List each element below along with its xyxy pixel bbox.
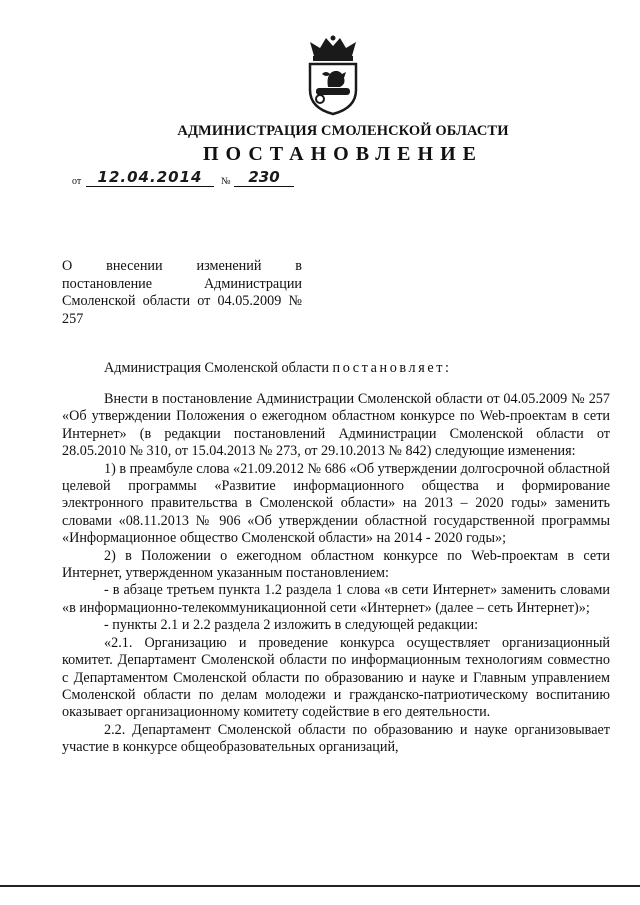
document-subject: О внесении изменений в постановление Администрации Смоленской области от 04.05.2009 № 257: [62, 258, 302, 327]
body-paragraph: 1) в преамбуле слова «21.09.2012 № 686 «Об утверждении долгосрочной областной целевой программы «Развитие информационного общества и формирование электронного правительства в Смоленской области» на 2013 – 2020 годы» заменить словами «08.11.2013 № 906 «Об утверждении областной государственной программы «Информационное общество Смоленской области» на 2014 - 2020 годы»;: [62, 460, 610, 547]
smolensk-coat-of-arms-emblem: [300, 34, 366, 116]
number-prefix-label: №: [221, 176, 231, 187]
organization-name: АДМИНИСТРАЦИЯ СМОЛЕНСКОЙ ОБЛАСТИ: [177, 123, 509, 139]
body-paragraph: 2.2. Департамент Смоленской области по образованию и науке организовывает участие в конкурсе общеобразовательных организаций,: [62, 721, 610, 756]
document-body: [62, 391, 610, 757]
date-prefix-label: от: [72, 176, 82, 187]
preamble-verb: постановляет:: [332, 360, 452, 376]
preamble: [104, 360, 604, 377]
body-paragraph: «2.1. Организацию и проведение конкурса осуществляет организационный комитет. Департамент Смоленской области по информационным технологиям совместно с Департаментом Смоленской области по образованию и науке и Главным управлением Смоленской области по делам молодежи и гражданско-патриотическому воспитанию оказывает организационному комитету содействие в его деятельности.: [62, 634, 610, 721]
body-paragraph: 2) в Положении о ежегодном областном конкурсе по Web-проектам в сети Интернет, утвержденном указанным постановлением:: [62, 547, 610, 582]
handwritten-date: 12.04.2014: [86, 168, 214, 187]
document-date-number-row: [72, 168, 312, 194]
body-paragraph: Внести в постановление Администрации Смоленской области от 04.05.2009 № 257 «Об утверждении Положения о ежегодном областном конкурсе по Web-проектам в сети Интернет» (в редакции постановлений Администрации Смоленской области от 28.05.2010 № 310, от 15.04.2013 № 273, от 29.10.2013 № 842) следующие изменения:: [62, 391, 610, 460]
body-paragraph: - пункты 2.1 и 2.2 раздела 2 изложить в следующей редакции:: [104, 617, 479, 634]
preamble-lead: Администрация Смоленской области: [104, 360, 329, 376]
body-paragraph: - в абзаце третьем пункта 1.2 раздела 1 слова «в сети Интернет» заменить словами «в информационно-телекоммуникационной сети «Интернет» (далее – сеть Интернет)»;: [62, 582, 610, 616]
handwritten-document-number: 230: [234, 168, 294, 187]
document-type-title: ПОСТАНОВЛЕНИЕ: [203, 143, 483, 165]
page-bottom-divider: [0, 885, 640, 887]
